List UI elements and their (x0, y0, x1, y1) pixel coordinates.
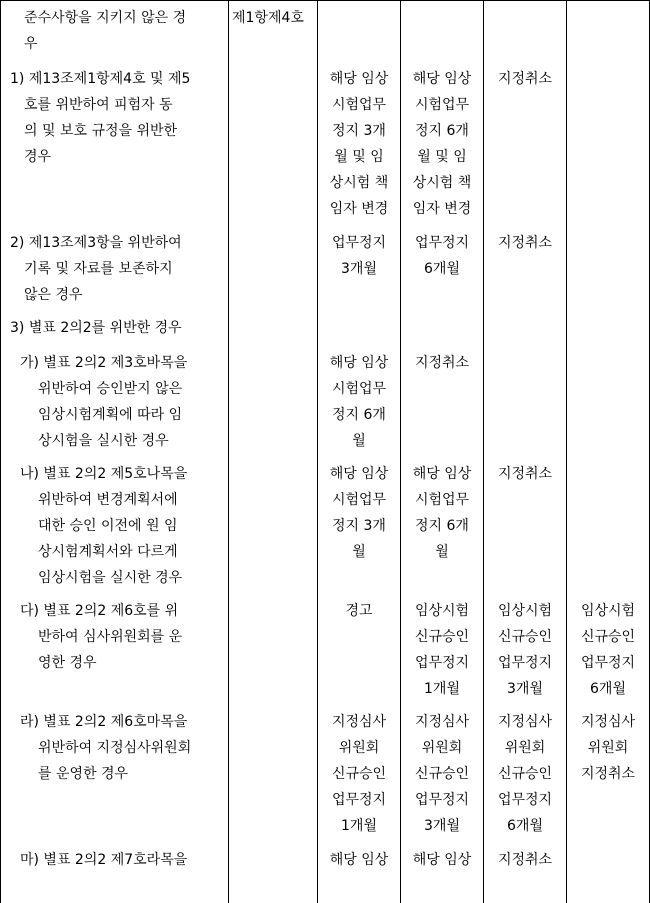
penalty-cell-2nd (401, 230, 483, 282)
penalty-cell-3rd (484, 230, 566, 256)
penalty-text: 업무정지 (414, 235, 470, 251)
violation-text: 위반하여 승인받지 않은 (38, 381, 183, 397)
violation-text: 우 (24, 36, 38, 52)
violation-cell (20, 847, 226, 873)
penalty-text: 임상시험 (414, 603, 470, 619)
penalty-text: 해당 임상 (329, 355, 389, 371)
violation-cell (10, 66, 224, 170)
violation-text: 반하여 심사위원회를 운 (38, 629, 183, 645)
penalty-text: 업무정지 (414, 655, 470, 671)
violation-cell (10, 5, 224, 57)
penalty-text: 임자 변경 (412, 201, 472, 217)
penalty-text: 신규승인 (331, 766, 387, 782)
violation-text: 준수사항을 지키지 않은 경 (24, 10, 187, 26)
violation-text: 나) 별표 2의2 제5호나목을 (20, 466, 188, 482)
penalty-text: 상시험 책 (412, 175, 472, 191)
penalty-text: 임상시험 (497, 603, 553, 619)
penalty-text: 지정취소 (497, 235, 553, 251)
penalty-text: 시험업무 (414, 492, 470, 508)
table-top-border (0, 0, 650, 1)
penalty-text: 업무정지 (414, 792, 470, 808)
penalty-cell-4th (567, 598, 649, 702)
penalty-cell-4th (567, 709, 649, 787)
penalty-text: 시험업무 (331, 97, 387, 113)
violation-text: 기록 및 자료를 보존하지 (24, 261, 173, 277)
penalty-text: 3개월 (341, 261, 377, 277)
penalty-cell-3rd (484, 461, 566, 487)
violation-text: 라) 별표 2의2 제6호마목을 (20, 714, 188, 730)
penalty-cell-1st (318, 709, 400, 839)
penalty-text: 지정심사 (497, 714, 553, 730)
penalty-text: 정지 3개 (332, 518, 386, 534)
violation-text: 다) 별표 2의2 제6호를 위 (20, 603, 179, 619)
penalty-cell-2nd (401, 709, 483, 839)
penalty-text: 신규승인 (414, 629, 470, 645)
penalty-text: 정지 6개 (415, 518, 469, 534)
penalty-text: 해당 임상 (412, 466, 472, 482)
penalty-cell-2nd (401, 598, 483, 702)
penalty-cell-3rd (484, 598, 566, 702)
violation-text: 호를 위반하여 피험자 동 (24, 97, 173, 113)
violation-cell (20, 598, 226, 676)
violation-text: 위반하여 변경계획서에 (38, 492, 178, 508)
penalty-cell-1st (318, 598, 400, 624)
violation-text: 를 운영한 경우 (38, 766, 129, 782)
penalty-text: 해당 임상 (412, 71, 472, 87)
penalty-text: 업무정지 (331, 792, 387, 808)
penalty-text: 해당 임상 (329, 466, 389, 482)
violation-cell (10, 230, 224, 308)
penalty-text: 1개월 (424, 681, 460, 697)
penalty-cell-3rd (484, 66, 566, 92)
penalty-text: 정지 3개 (332, 123, 386, 139)
penalty-text: 신규승인 (497, 766, 553, 782)
penalty-text: 월 (435, 544, 449, 560)
penalty-text: 지정취소 (414, 355, 470, 371)
penalty-text: 6개월 (424, 261, 460, 277)
violation-cell (20, 461, 226, 591)
penalty-text: 시험업무 (331, 492, 387, 508)
penalty-cell-1st (318, 230, 400, 282)
violation-text: 3) 별표 2의2를 위반한 경우 (10, 320, 182, 336)
violation-text: 임상시험을 실시한 경우 (38, 570, 183, 586)
penalty-text: 1개월 (341, 818, 377, 834)
law-text: 제1항제4호 (232, 10, 304, 26)
penalty-text: 정지 6개 (415, 123, 469, 139)
penalty-text: 신규승인 (580, 629, 636, 645)
penalty-text: 월 및 임 (417, 149, 467, 165)
penalty-text: 6개월 (507, 818, 543, 834)
penalty-text: 업무정지 (331, 235, 387, 251)
penalty-text: 해당 임상 (412, 852, 472, 868)
violation-text: 위반하여 지정심사위원회 (38, 740, 192, 756)
penalty-text: 지정취소 (497, 466, 553, 482)
penalty-text: 업무정지 (580, 655, 636, 671)
violation-text: 의 및 보호 규정을 위반한 (24, 123, 178, 139)
penalty-text: 6개월 (590, 681, 626, 697)
penalty-text: 지정취소 (497, 71, 553, 87)
violation-text: 상시험계획서와 다르게 (38, 544, 178, 560)
penalty-cell-1st (318, 66, 400, 222)
violation-cell (10, 315, 224, 341)
violation-text: 임상시험계획에 따라 임 (38, 407, 183, 423)
penalty-cell-2nd (401, 461, 483, 565)
penalty-text: 경고 (345, 603, 373, 619)
penalty-text: 지정취소 (580, 766, 636, 782)
violation-text: 대한 승인 이전에 원 임 (38, 518, 178, 534)
penalty-cell-1st (318, 847, 400, 873)
penalty-text: 업무정지 (497, 655, 553, 671)
violation-text: 2) 제13조제3항을 위반하여 (10, 235, 182, 251)
penalty-text: 지정취소 (497, 852, 553, 868)
violation-cell (20, 350, 226, 454)
law-cell (232, 5, 316, 31)
penalty-text: 월 및 임 (334, 149, 384, 165)
penalty-text: 위원회 (587, 740, 629, 756)
penalty-text: 신규승인 (414, 766, 470, 782)
violation-text: 가) 별표 2의2 제3호바목을 (20, 355, 188, 371)
penalty-text: 해당 임상 (329, 852, 389, 868)
penalty-text: 임상시험 (580, 603, 636, 619)
penalty-text: 신규승인 (497, 629, 553, 645)
violation-text: 상시험을 실시한 경우 (38, 433, 169, 449)
penalty-cell-2nd (401, 66, 483, 222)
violation-cell (20, 709, 226, 787)
penalty-text: 3개월 (424, 818, 460, 834)
penalty-text: 해당 임상 (329, 71, 389, 87)
penalty-cell-2nd (401, 350, 483, 376)
violation-text: 마) 별표 2의2 제7호라목을 (20, 852, 188, 868)
column-divider (228, 0, 229, 903)
penalty-text: 임자 변경 (329, 201, 389, 217)
penalty-cell-3rd (484, 709, 566, 839)
penalty-cell-2nd (401, 847, 483, 873)
penalty-text: 지정심사 (331, 714, 387, 730)
penalty-text: 지정심사 (580, 714, 636, 730)
violation-text: 않은 경우 (24, 287, 83, 303)
violation-text: 경우 (24, 149, 52, 165)
table-left-border (0, 0, 1, 903)
penalty-cell-1st (318, 461, 400, 565)
penalty-text: 지정심사 (414, 714, 470, 730)
penalty-text: 위원회 (504, 740, 546, 756)
violation-text: 1) 제13조제1항제4호 및 제5 (10, 71, 191, 87)
penalty-text: 3개월 (507, 681, 543, 697)
penalty-text: 상시험 책 (329, 175, 389, 191)
violation-text: 영한 경우 (38, 655, 97, 671)
penalty-text: 정지 6개 (332, 407, 386, 423)
penalty-text: 위원회 (421, 740, 463, 756)
penalty-cell-1st (318, 350, 400, 454)
penalty-cell-3rd (484, 847, 566, 873)
penalty-text: 업무정지 (497, 792, 553, 808)
penalty-text: 위원회 (338, 740, 380, 756)
penalty-text: 월 (352, 544, 366, 560)
penalty-text: 월 (352, 433, 366, 449)
penalty-text: 시험업무 (331, 381, 387, 397)
penalty-text: 시험업무 (414, 97, 470, 113)
